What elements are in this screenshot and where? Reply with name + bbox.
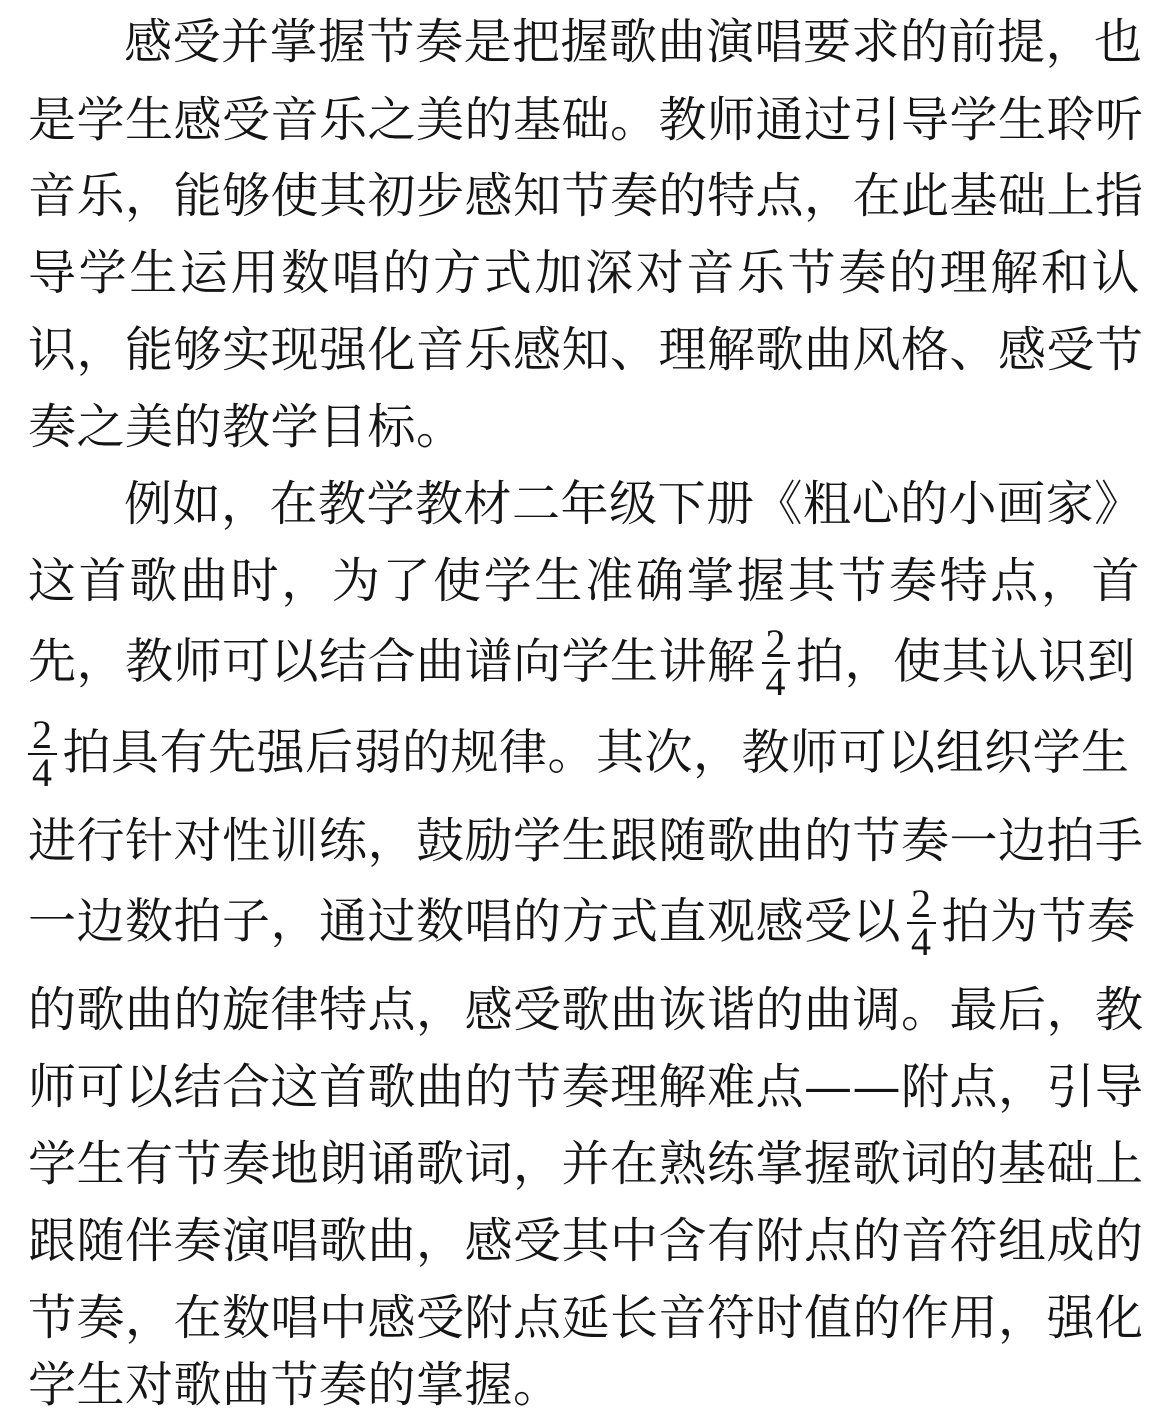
fraction-numerator: 2 xyxy=(28,717,57,755)
paragraph-2-line-11: 节奏，在数唱中感受附点延长音符时值的作用，强化 xyxy=(28,1290,1144,1346)
paragraph-2-line-1: 例如，在教学教材二年级下册《粗心的小画家》 xyxy=(124,476,1143,532)
paragraph-2-line-10: 跟随伴奏演唱歌曲，感受其中含有附点的音符组成的 xyxy=(28,1213,1144,1269)
fraction-numerator: 2 xyxy=(762,626,791,664)
fraction-numerator: 2 xyxy=(907,886,936,924)
paragraph-1-line-2: 是学生感受音乐之美的基础。教师通过引导学生聆听 xyxy=(28,92,1144,148)
paragraph-2-line-7: 的歌曲的旋律特点，感受歌曲诙谐的曲调。最后，教 xyxy=(28,982,1144,1038)
paragraph-1-line-3: 音乐，能够使其初步感知节奏的特点，在此基础上指 xyxy=(28,168,1144,224)
paragraph-2-line-12: 学生对歌曲节奏的掌握。 xyxy=(28,1357,562,1413)
paragraph-2-line-2: 这首歌曲时，为了使学生准确掌握其节奏特点，首 xyxy=(28,553,1140,609)
paragraph-2-line-4: $\frac{2}{4}$ 拍具有先强后弱的规律。其次，教师可以组织学生 xyxy=(28,719,1130,779)
paragraph-1-line-5: 识，能够实现强化音乐感知、理解歌曲风格、感受节 xyxy=(28,322,1144,378)
paragraph-2-line-6: 一边数拍子，通过数唱的方式直观感受以 $\frac{2}{4}$ 拍为节奏 xyxy=(28,881,1136,964)
paragraph-2-line-3: 先，教师可以结合曲谱向学生讲解 $\frac{2}{4}$ 拍，使其认识到 xyxy=(28,621,1136,704)
paragraph-2-line-5: 进行针对性训练，鼓励学生跟随歌曲的节奏一边拍手 xyxy=(28,813,1144,869)
paragraph-2-line-9: 学生有节奏地朗诵歌词，并在熟练掌握歌词的基础上 xyxy=(28,1136,1144,1192)
paragraph-1-line-4: 导学生运用数唱的方式加深对音乐节奏的理解和认 xyxy=(28,245,1140,301)
time-signature-fraction xyxy=(762,621,791,704)
fraction-denominator: 4 xyxy=(32,750,53,795)
paragraph-1-line-6: 奏之美的教学目标。 xyxy=(28,399,465,455)
time-signature-fraction xyxy=(907,881,936,964)
fraction-denominator: 4 xyxy=(911,919,932,964)
paragraph-1-line-1: 感受并掌握节奏是把握歌曲演唱要求的前提，也 xyxy=(124,14,1143,70)
paragraph-2-line-8: 师可以结合这首歌曲的节奏理解难点——附点，引导 xyxy=(28,1059,1144,1115)
fraction-denominator: 4 xyxy=(765,659,787,704)
time-signature-fraction xyxy=(28,712,57,795)
